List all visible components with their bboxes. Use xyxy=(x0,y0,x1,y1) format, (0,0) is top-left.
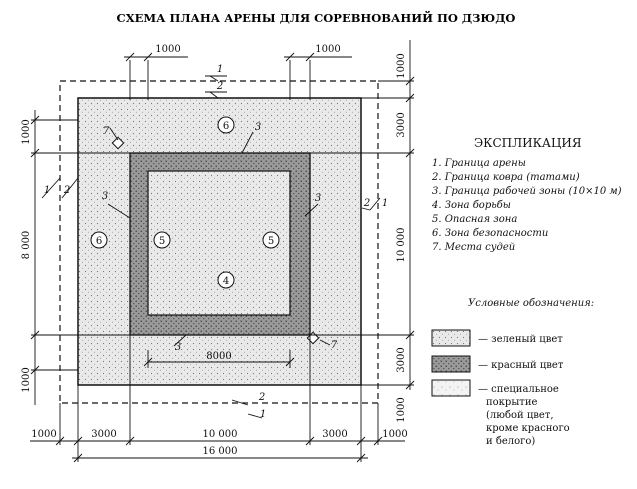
callout-3-left: 3 xyxy=(101,191,109,202)
dim-bottom-3000-left: 3000 xyxy=(91,429,117,440)
swatch-green xyxy=(432,330,470,346)
callout-1-left: 1 xyxy=(43,185,51,196)
dim-bottom-3000-right: 3000 xyxy=(322,429,348,440)
callout-2-right: 2 xyxy=(363,198,371,209)
dim-bottom-1000-right: 1000 xyxy=(382,429,408,440)
dim-right-1000-top: 1000 xyxy=(396,53,407,79)
svg-text:5: 5 xyxy=(158,236,166,247)
callout-1-bottom: 1 xyxy=(259,409,267,420)
callout-2-left: 2 xyxy=(63,185,71,196)
svg-text:— специальное: — специальное xyxy=(478,384,559,395)
dim-inner-8000: 8000 xyxy=(206,351,232,362)
callout-1-right: 1 xyxy=(381,198,389,209)
callout-7-bottom: 7 xyxy=(330,340,338,351)
dim-right-3000-bottom: 3000 xyxy=(396,347,407,373)
callout-2-top: 2 xyxy=(216,81,224,92)
dim-bottom-1000-left: 1000 xyxy=(31,429,57,440)
callout-2-bottom: 2 xyxy=(258,392,266,403)
callout-1-top: 1 xyxy=(216,64,224,75)
svg-text:покрытие: покрытие xyxy=(486,397,538,408)
svg-text:кроме красного: кроме красного xyxy=(486,423,570,434)
svg-text:4: 4 xyxy=(222,276,230,287)
callout-3-bottom: 3 xyxy=(174,342,182,353)
callout-7-top: 7 xyxy=(102,126,110,137)
legend-item: 2. Граница ковра (татами) xyxy=(432,172,580,183)
svg-text:6: 6 xyxy=(222,121,230,132)
legend-item: 7. Места судей xyxy=(432,242,516,253)
legend-items xyxy=(431,158,622,253)
zone-label-4-center xyxy=(218,272,234,288)
svg-text:(любой цвет,: (любой цвет, xyxy=(486,410,554,421)
dim-left-1000-bottom: 1000 xyxy=(21,367,32,393)
svg-text:5: 5 xyxy=(267,236,275,247)
dim-top-right: 1000 xyxy=(315,44,341,55)
zone-label-6-top xyxy=(218,117,234,133)
dim-right-3000-top: 3000 xyxy=(396,112,407,138)
symbol-green-label: — зеленый цвет xyxy=(478,334,563,345)
callout-3-right: 3 xyxy=(314,193,322,204)
legend-item: 6. Зона безопасности xyxy=(432,228,549,239)
zone-label-5-right xyxy=(263,232,279,248)
dim-right-10000: 10 000 xyxy=(396,227,407,263)
dim-bottom-total: 16 000 xyxy=(202,446,238,457)
swatch-special xyxy=(432,380,470,396)
dim-top-left: 1000 xyxy=(155,44,181,55)
callout-3-top: 3 xyxy=(254,122,262,133)
svg-text:и белого): и белого) xyxy=(486,436,536,447)
symbol-special-label xyxy=(478,384,570,447)
legend-heading: ЭКСПЛИКАЦИЯ xyxy=(474,136,582,150)
dim-left-8000: 8 000 xyxy=(21,230,32,260)
dim-right-1000-bottom: 1000 xyxy=(396,397,407,423)
legend-item: 1. Граница арены xyxy=(432,158,526,169)
legend-item: 4. Зона борьбы xyxy=(432,200,511,211)
legend-item: 3. Граница рабочей зоны (10×10 м) xyxy=(432,186,622,197)
dim-left-1000-top: 1000 xyxy=(21,119,32,145)
svg-text:6: 6 xyxy=(95,236,103,247)
swatch-red xyxy=(432,356,470,372)
legend-item: 5. Опасная зона xyxy=(432,214,518,225)
symbols-heading: Условные обозначения: xyxy=(468,298,595,309)
zone-label-6-left xyxy=(91,232,107,248)
dim-bottom-10000: 10 000 xyxy=(202,429,238,440)
diagram-title: СХЕМА ПЛАНА АРЕНЫ ДЛЯ СОРЕВНОВАНИЙ ПО ДЗЮДО xyxy=(116,11,516,25)
symbol-red-label: — красный цвет xyxy=(478,360,564,371)
zone-label-5-left xyxy=(154,232,170,248)
